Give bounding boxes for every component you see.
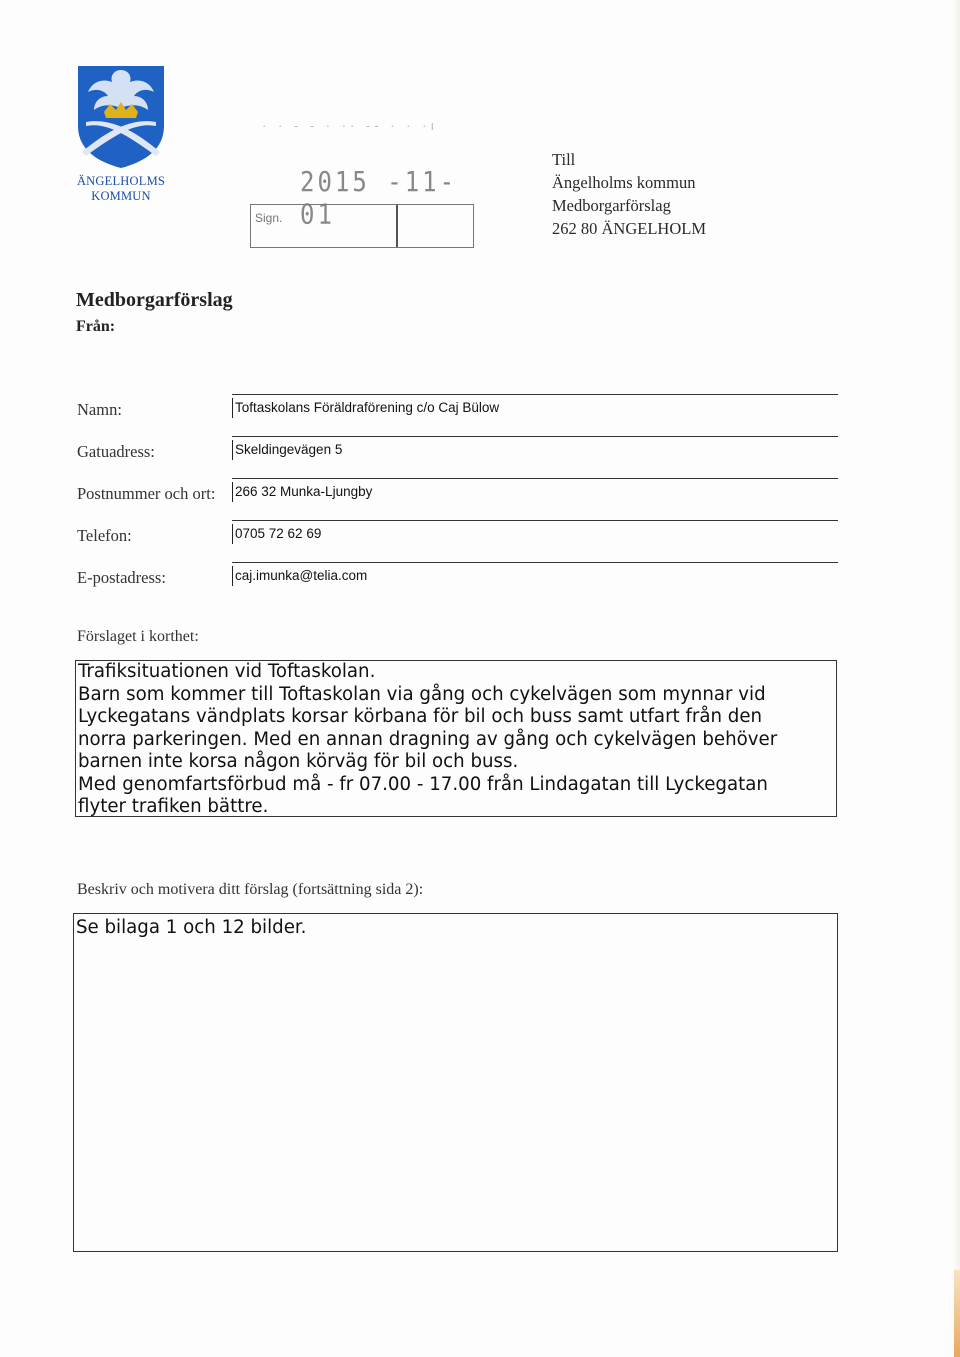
municipality-logo: [76, 64, 166, 204]
form-title: Medborgarförslag: [76, 289, 233, 311]
address-line: Till: [552, 150, 576, 169]
description-box[interactable]: [73, 913, 838, 1252]
coat-of-arms-icon: [76, 64, 166, 168]
summary-line: Barn som kommer till Toftaskolan via gång och cykelvägen som mynnar vid: [78, 683, 766, 705]
scan-edge-mark: [954, 1270, 960, 1357]
phone-label: Telefon:: [77, 526, 132, 545]
field-rule: [232, 562, 838, 563]
summary-text: [78, 661, 777, 819]
stamp-date: 2015 -11- 01: [300, 165, 458, 231]
summary-line: barnen inte korsa någon körväg för bil och buss.: [78, 751, 519, 772]
field-rule: [232, 520, 838, 521]
address-line: Ängelholms kommun: [552, 173, 696, 192]
email-label: E-postadress:: [77, 568, 166, 587]
signature-box: [250, 204, 474, 248]
description-text: Se bilaga 1 och 12 bilder.: [76, 917, 307, 938]
street-label: Gatuadress:: [77, 442, 155, 461]
received-stamp: [250, 165, 475, 250]
postal-field[interactable]: 266 32 Munka-Ljungby: [232, 482, 372, 502]
postal-label: Postnummer och ort:: [77, 484, 216, 503]
recipient-address: [552, 148, 706, 240]
stamp-scribble: · · - - · ·· -- · · ·ı: [262, 118, 439, 133]
summary-box[interactable]: [75, 660, 837, 817]
field-rule: [232, 394, 838, 395]
summary-label: Förslaget i korthet:: [77, 628, 199, 645]
name-field[interactable]: Toftaskolans Föräldraförening c/o Caj Bülow: [232, 398, 499, 418]
from-label: Från:: [76, 318, 116, 335]
scan-edge: [952, 0, 960, 1357]
phone-field[interactable]: 0705 72 62 69: [232, 524, 321, 544]
stamp-divider: [396, 205, 398, 247]
summary-line: Trafiksituationen vid Toftaskolan.: [78, 661, 376, 682]
summary-line: flyter trafiken bättre.: [78, 796, 269, 817]
field-rule: [232, 478, 838, 479]
description-label: Beskriv och motivera ditt förslag (fortsättning sida 2):: [77, 881, 424, 898]
name-label: Namn:: [77, 400, 122, 419]
logo-text-line1: ÄNGELHOLMS: [76, 174, 166, 188]
summary-line: Med genomfartsförbud må - fr 07.00 - 17.00 från Lindagatan till Lyckegatan: [78, 773, 768, 795]
email-field[interactable]: caj.imunka@telia.com: [232, 566, 367, 586]
street-field[interactable]: Skeldingevägen 5: [232, 440, 342, 460]
summary-line: norra parkeringen. Med en annan dragning av gång och cykelvägen behöver: [78, 728, 778, 750]
stamp-sign-label: Sign.: [255, 211, 283, 225]
address-line: Medborgarförslag: [552, 196, 671, 215]
address-line: 262 80 ÄNGELHOLM: [552, 219, 706, 238]
summary-line: Lyckegatans vändplats korsar körbana för bil och buss samt utfart från den: [78, 706, 763, 727]
logo-text-line2: KOMMUN: [91, 189, 151, 203]
field-rule: [232, 436, 838, 437]
